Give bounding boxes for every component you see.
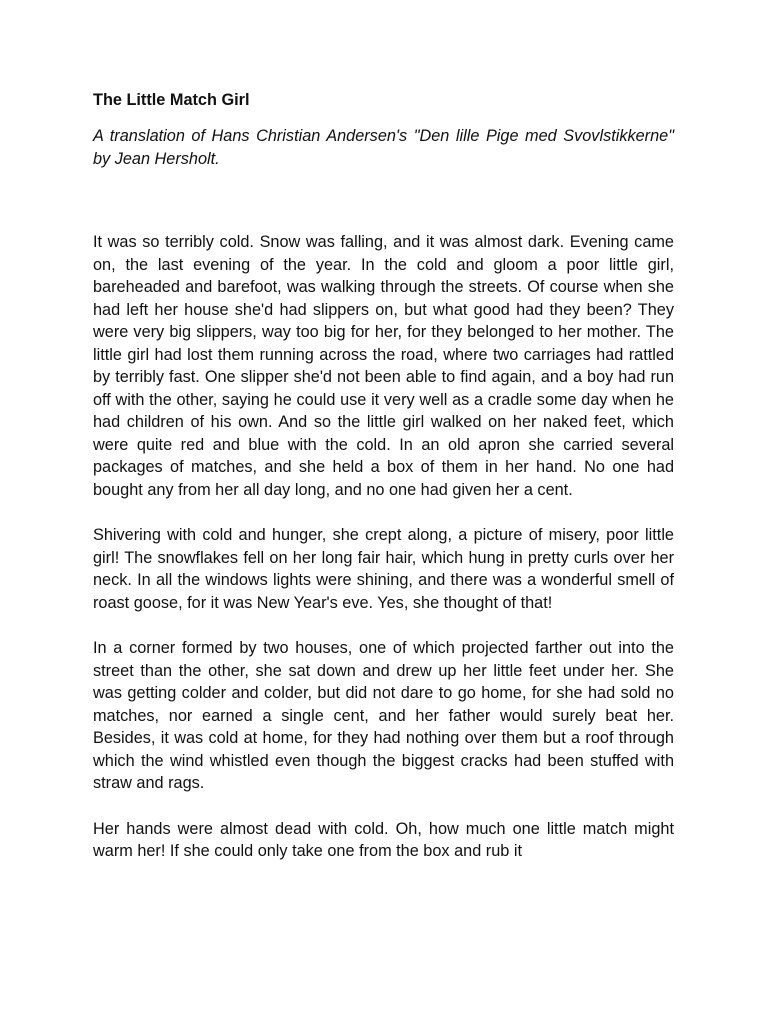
document-title: The Little Match Girl bbox=[93, 91, 250, 109]
paragraph: Shivering with cold and hunger, she crept along, a picture of misery, poor little girl! The snowflakes fell on her long fair hair, which hung in pretty curls over her neck. In all the windows lights were shining, and there was a wonderful smell of roast goose, for it was New Year's eve. Yes, she thought of that! bbox=[93, 526, 674, 612]
paragraph: In a corner formed by two houses, one of which projected farther out into the street than the other, she sat down and drew up her little feet under her. She was getting colder and colder, but did not dare to go home, for she had sold no matches, nor earned a single cent, and her father would surely beat her. Besides, it was cold at home, for they had nothing over them but a roof through which the wind whistled even though the biggest cracks had been stuffed with straw and rags. bbox=[93, 639, 674, 792]
document-subtitle: A translation of Hans Christian Andersen's "Den lille Pige med Svovlstikkerne" by Jean Hersholt. bbox=[93, 127, 674, 168]
paragraph: It was so terribly cold. Snow was falling, and it was almost dark. Evening came on, the last evening of the year. In the cold and gloom a poor little girl, bareheaded and barefoot, was walking through the streets. Of course when she had left her house she'd had slippers on, but what good had they been? They were very big slippers, way too big for her, for they belonged to her mother. The little girl had lost them running across the road, where two carriages had rattled by terribly fast. One slipper she'd not been able to find again, and a boy had run off with the other, saying he could use it very well as a cradle some day when he had children of his own. And so the little girl walked on her naked feet, which were quite red and blue with the cold. In an old apron she carried several packages of matches, and she held a box of them in her hand. No one had bought any from her all day long, and no one had given her a cent. bbox=[93, 233, 674, 499]
document-body bbox=[93, 89, 674, 886]
paragraph: Her hands were almost dead with cold. Oh, how much one little match might warm her! If she could only take one from the box and rub it bbox=[93, 819, 674, 860]
